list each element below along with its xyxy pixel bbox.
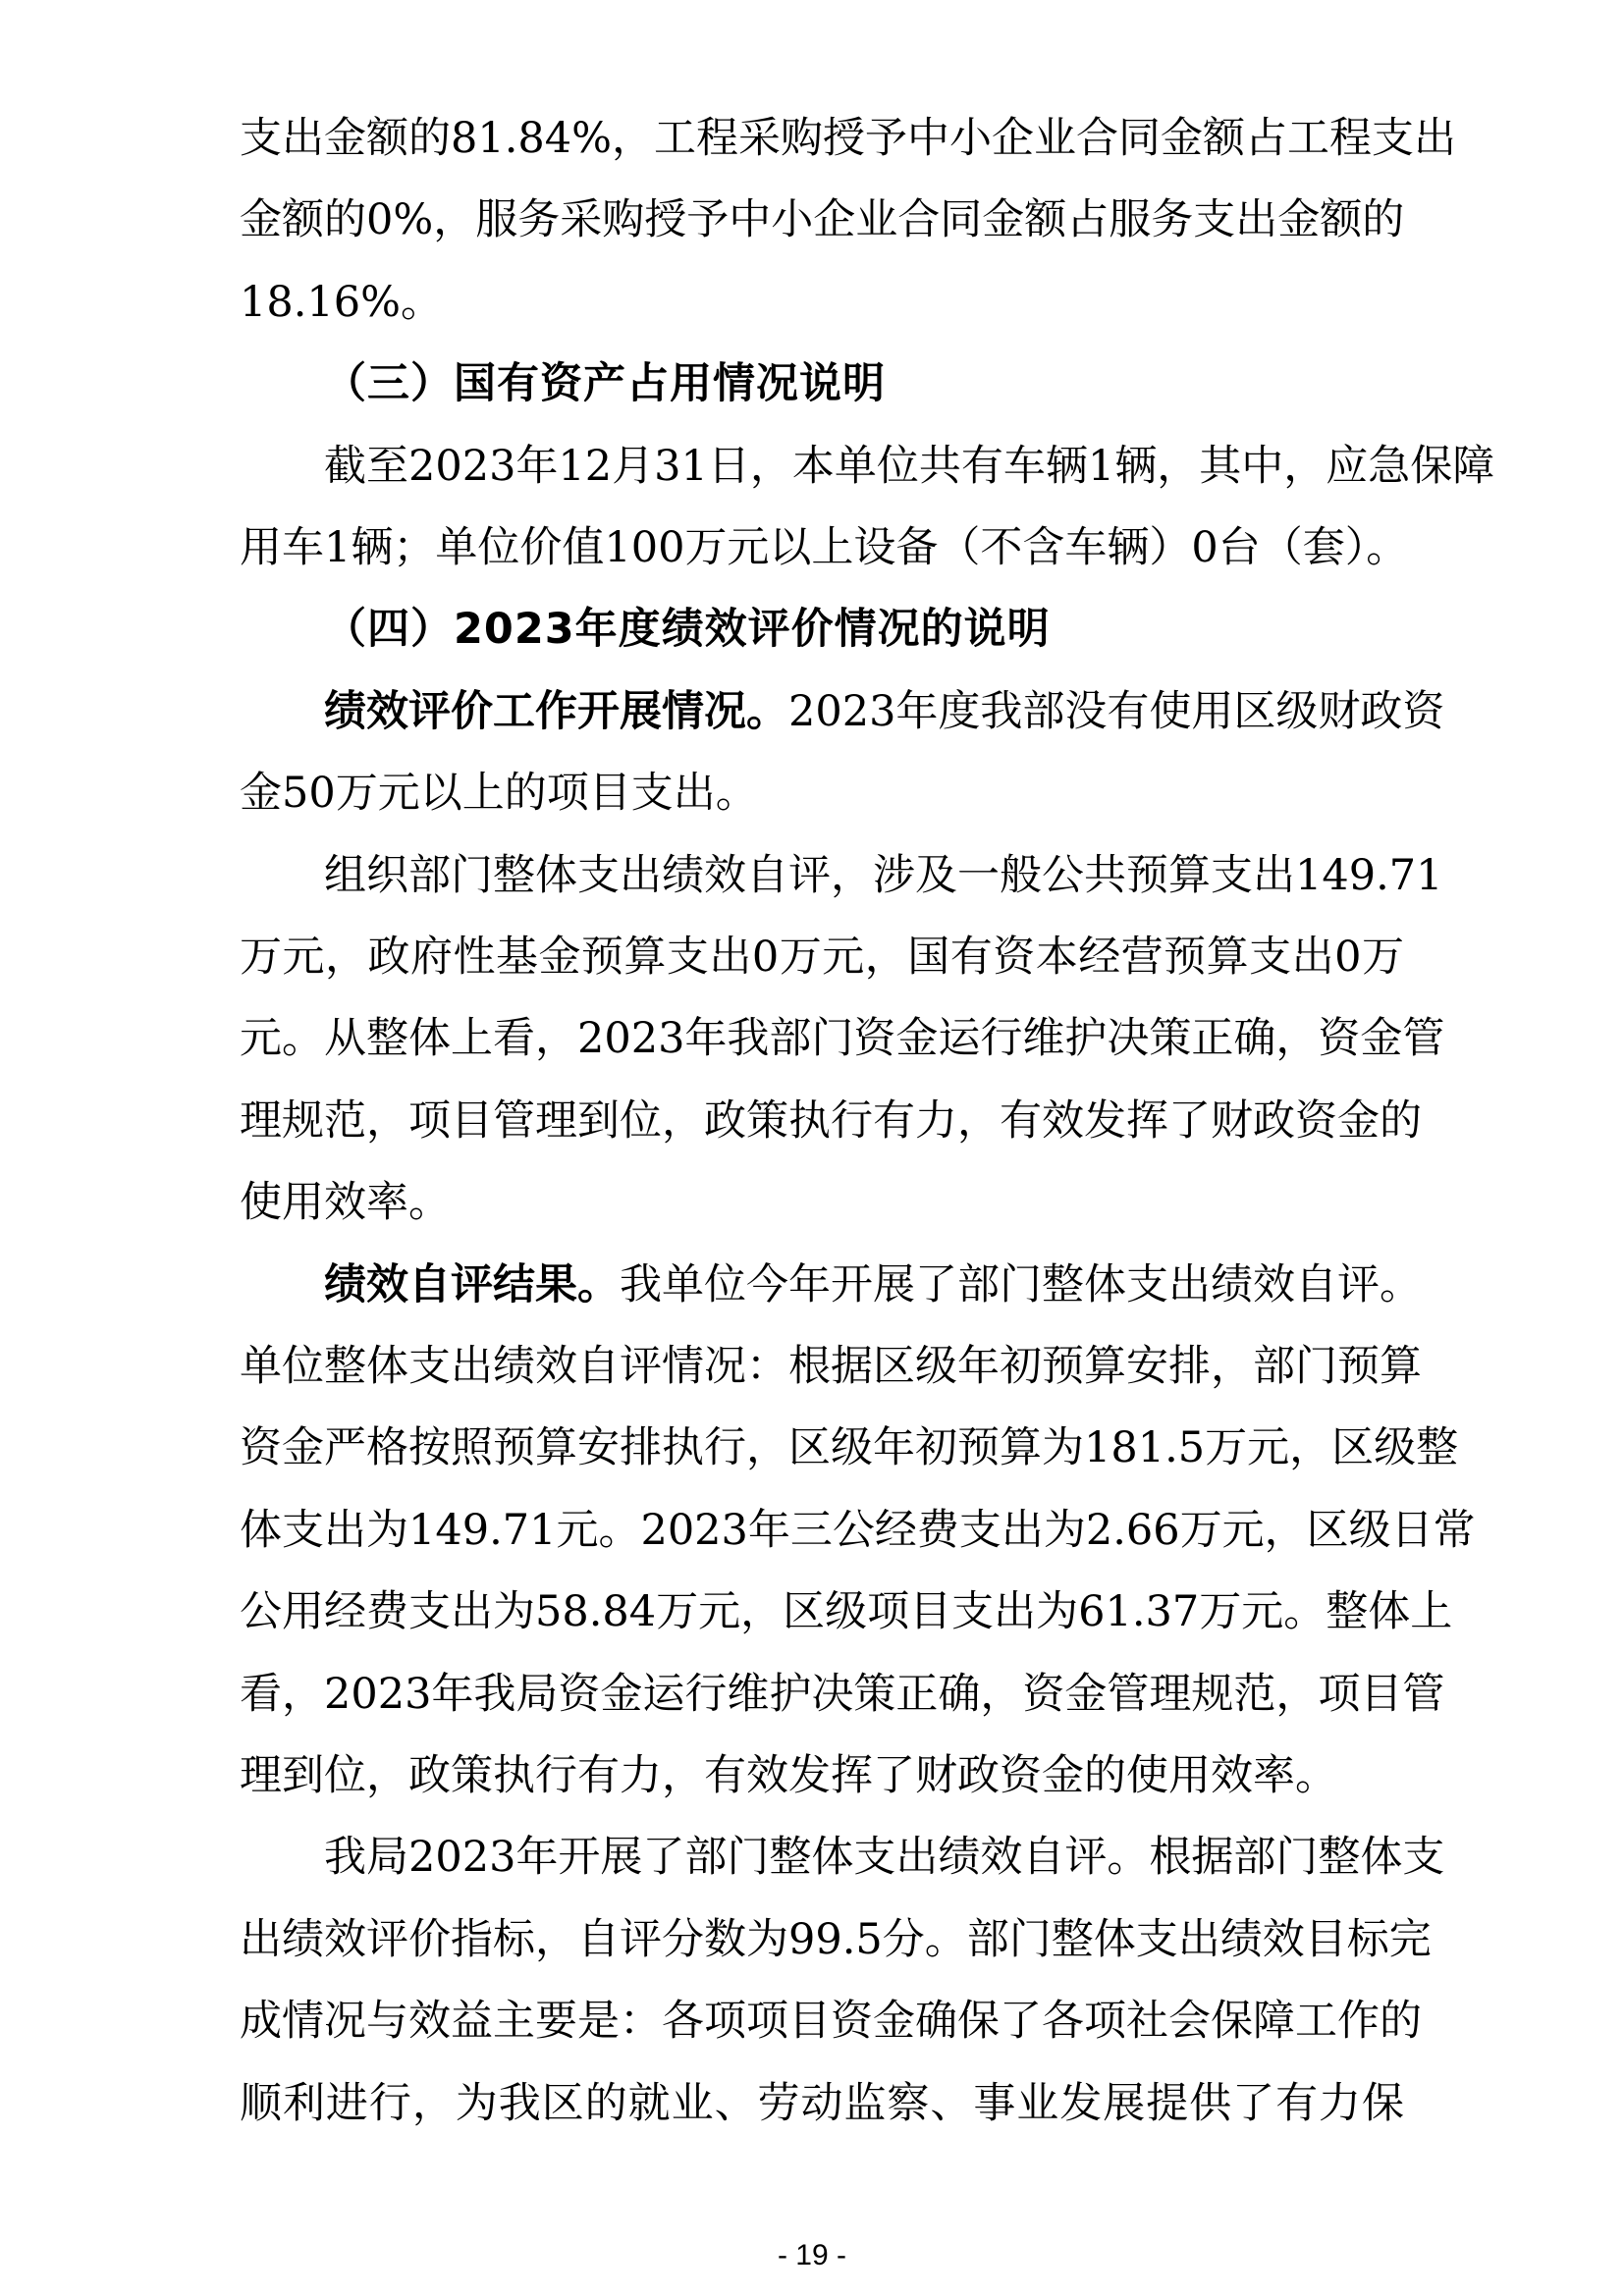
body-line: 用车1辆；单位价值100万元以上设备（不含车辆）0台（套）。 xyxy=(240,523,1409,572)
body-line: 金50万元以上的项目支出。 xyxy=(240,769,758,818)
body-line: 支出金额的81.84%，工程采购授予中小企业合同金额占工程支出 xyxy=(240,114,1456,163)
body-line: 组织部门整体支出绩效自评，涉及一般公共预算支出149.71 xyxy=(324,851,1443,900)
body-line: 我局2023年开展了部门整体支出绩效自评。根据部门整体支 xyxy=(324,1833,1445,1882)
body-line: 公用经费支出为58.84万元，区级项目支出为61.37万元。整体上 xyxy=(240,1587,1453,1636)
bold-lead-self-evaluation-result: 绩效自评结果。 xyxy=(324,1260,620,1309)
body-line: 理到位，政策执行有力，有效发挥了财政资金的使用效率。 xyxy=(240,1751,1337,1800)
body-line: 元。从整体上看，2023年我部门资金运行维护决策正确，资金管 xyxy=(240,1014,1445,1063)
body-line-with-bold-lead xyxy=(324,682,1445,741)
bold-lead-evaluation-work: 绩效评价工作开展情况。 xyxy=(324,687,788,736)
section-heading-performance-evaluation: （四）2023年度绩效评价情况的说明 xyxy=(324,605,1051,654)
body-line: 体支出为149.71元。2023年三公经费支出为2.66万元，区级日常 xyxy=(240,1506,1476,1555)
body-text: 我单位今年开展了部门整体支出绩效自评。 xyxy=(620,1260,1422,1309)
body-text: 2023年度我部没有使用区级财政资 xyxy=(788,687,1445,736)
body-line: 成情况与效益主要是：各项项目资金确保了各项社会保障工作的 xyxy=(240,1997,1422,2046)
body-line: 出绩效评价指标，自评分数为99.5分。部门整体支出绩效目标完 xyxy=(240,1915,1432,1964)
body-line: 看，2023年我局资金运行维护决策正确，资金管理规范，项目管 xyxy=(240,1670,1445,1719)
body-line: 顺利进行，为我区的就业、劳动监察、事业发展提供了有力保 xyxy=(240,2079,1404,2128)
body-line: 金额的0%，服务采购授予中小企业合同金额占服务支出金额的 xyxy=(240,195,1405,244)
body-line: 万元，政府性基金预算支出0万元，国有资本经营预算支出0万 xyxy=(240,933,1404,982)
section-heading-state-assets: （三）国有资产占用情况说明 xyxy=(324,359,886,408)
body-line: 18.16%。 xyxy=(240,278,443,327)
body-line-with-bold-lead xyxy=(324,1255,1422,1314)
body-line: 使用效率。 xyxy=(240,1178,451,1227)
body-line: 截至2023年12月31日，本单位共有车辆1辆，其中，应急保障 xyxy=(324,442,1495,491)
body-line: 资金严格按照预算安排执行，区级年初预算为181.5万元，区级整 xyxy=(240,1423,1459,1472)
body-line: 理规范，项目管理到位，政策执行有力，有效发挥了财政资金的 xyxy=(240,1096,1422,1146)
page-number: - 19 - xyxy=(777,2239,847,2271)
body-line: 单位整体支出绩效自评情况：根据区级年初预算安排，部门预算 xyxy=(240,1342,1422,1391)
